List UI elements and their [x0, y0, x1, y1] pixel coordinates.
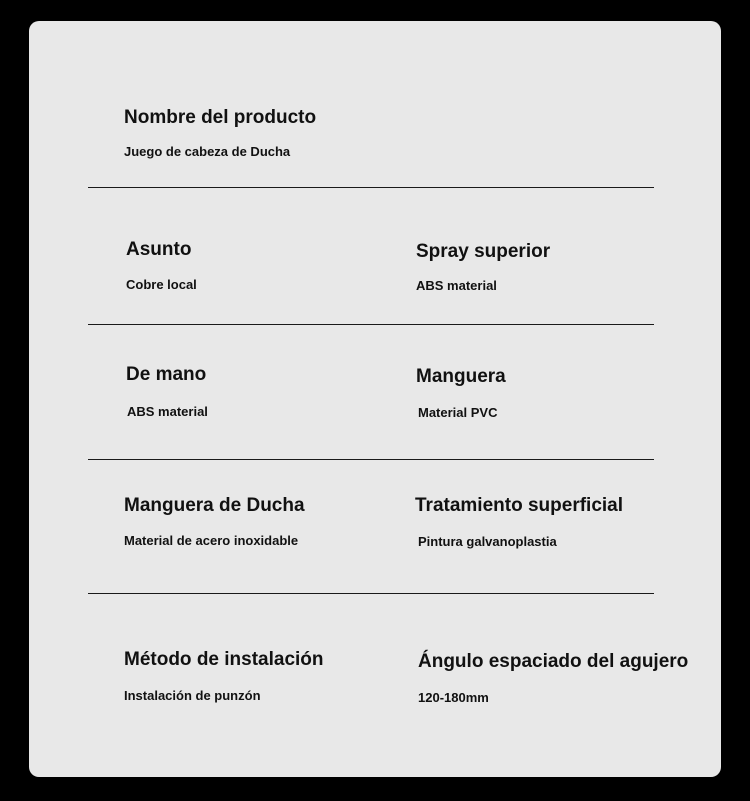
row-divider — [88, 324, 654, 325]
row-divider — [88, 187, 654, 188]
row-divider — [88, 459, 654, 460]
spec-label-top-spray: Spray superior — [416, 241, 551, 262]
spec-value-surface-treatment: Pintura galvanoplastia — [418, 534, 557, 549]
spec-value-hole-spacing: 120-180mm — [418, 690, 489, 705]
spec-value-shower-hose: Material de acero inoxidable — [124, 533, 299, 548]
spec-label-hose: Manguera — [416, 366, 506, 387]
spec-value-top-spray: ABS material — [416, 278, 497, 293]
spec-label-subject: Asunto — [126, 239, 192, 260]
spec-label-hole-spacing: Ángulo espaciado del agujero — [418, 651, 689, 672]
spec-value-hose: Material PVC — [418, 405, 498, 420]
spec-label-surface-treatment: Tratamiento superficial — [415, 495, 624, 516]
spec-label-product-name: Nombre del producto — [124, 107, 317, 128]
spec-label-handheld: De mano — [126, 364, 207, 385]
spec-label-installation-method: Método de instalación — [124, 649, 324, 670]
spec-value-subject: Cobre local — [126, 277, 197, 292]
spec-value-installation-method: Instalación de punzón — [124, 688, 261, 703]
spec-value-handheld: ABS material — [127, 404, 208, 419]
spec-card — [29, 21, 721, 777]
row-divider — [88, 593, 654, 594]
spec-label-shower-hose: Manguera de Ducha — [124, 495, 305, 516]
spec-value-product-name: Juego de cabeza de Ducha — [124, 144, 291, 159]
